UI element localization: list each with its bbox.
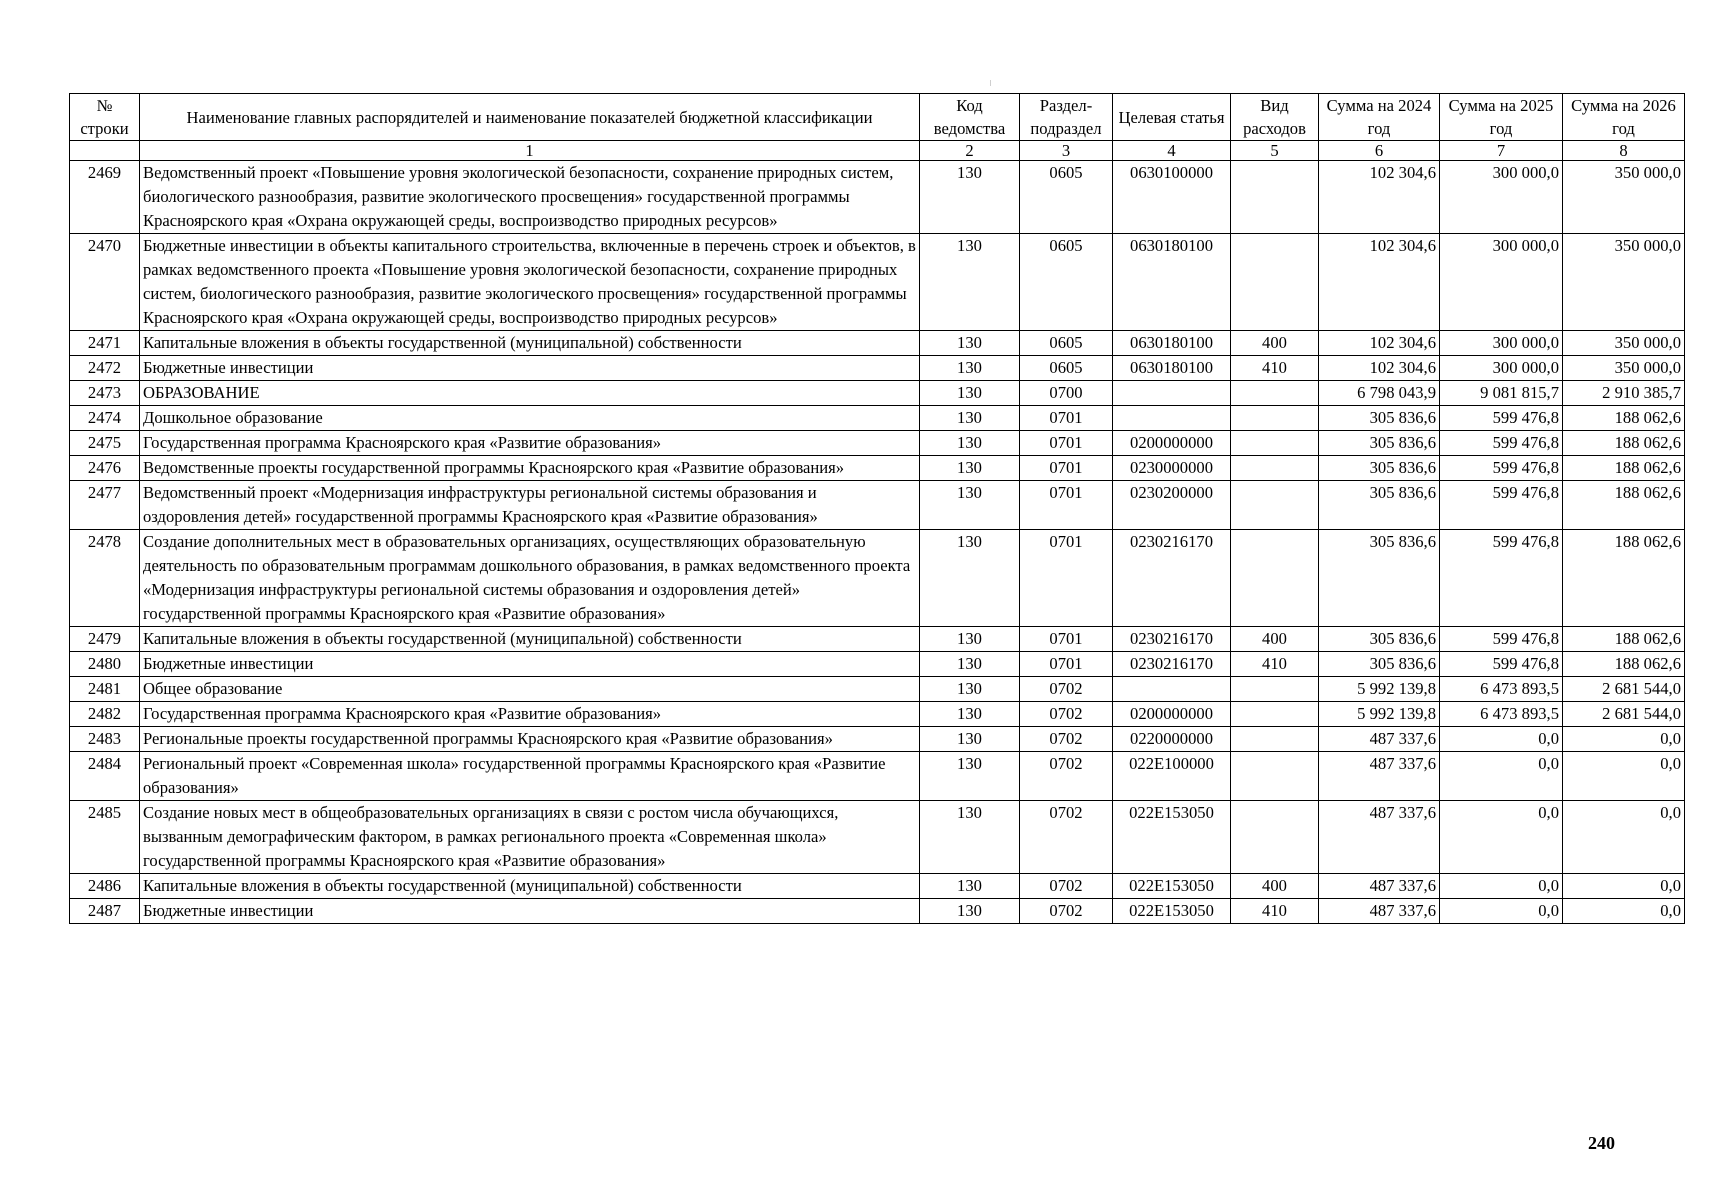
row-section: 0701 bbox=[1020, 481, 1113, 530]
row-expense-type: 400 bbox=[1231, 874, 1319, 899]
row-department-code: 130 bbox=[920, 727, 1020, 752]
row-department-code: 130 bbox=[920, 627, 1020, 652]
row-section: 0702 bbox=[1020, 677, 1113, 702]
table-row bbox=[70, 652, 1685, 677]
header-target-article: Целевая статья bbox=[1113, 94, 1231, 141]
row-sum-2024: 102 304,6 bbox=[1319, 234, 1440, 331]
row-name: Бюджетные инвестиции bbox=[140, 652, 920, 677]
column-number: 5 bbox=[1231, 141, 1319, 161]
header-row-number: № строки bbox=[70, 94, 140, 141]
row-section: 0701 bbox=[1020, 431, 1113, 456]
column-number: 3 bbox=[1020, 141, 1113, 161]
row-sum-2026: 0,0 bbox=[1563, 874, 1685, 899]
row-sum-2024: 487 337,6 bbox=[1319, 727, 1440, 752]
row-number: 2477 bbox=[70, 481, 140, 530]
table-row bbox=[70, 727, 1685, 752]
row-target-article: 022E153050 bbox=[1113, 801, 1231, 874]
row-sum-2024: 102 304,6 bbox=[1319, 161, 1440, 234]
row-expense-type bbox=[1231, 702, 1319, 727]
row-name: Государственная программа Красноярского края «Развитие образования» bbox=[140, 431, 920, 456]
table-row bbox=[70, 702, 1685, 727]
row-number: 2483 bbox=[70, 727, 140, 752]
row-number: 2474 bbox=[70, 406, 140, 431]
row-sum-2024: 305 836,6 bbox=[1319, 627, 1440, 652]
row-name: Дошкольное образование bbox=[140, 406, 920, 431]
row-expense-type bbox=[1231, 161, 1319, 234]
row-number: 2473 bbox=[70, 381, 140, 406]
row-sum-2026: 0,0 bbox=[1563, 727, 1685, 752]
table-row bbox=[70, 331, 1685, 356]
row-number: 2482 bbox=[70, 702, 140, 727]
row-section: 0702 bbox=[1020, 752, 1113, 801]
row-target-article: 0220000000 bbox=[1113, 727, 1231, 752]
row-section: 0702 bbox=[1020, 801, 1113, 874]
row-sum-2026: 350 000,0 bbox=[1563, 356, 1685, 381]
row-sum-2024: 305 836,6 bbox=[1319, 481, 1440, 530]
row-target-article: 0630180100 bbox=[1113, 234, 1231, 331]
row-expense-type bbox=[1231, 381, 1319, 406]
row-sum-2024: 305 836,6 bbox=[1319, 456, 1440, 481]
table-row bbox=[70, 899, 1685, 924]
row-target-article bbox=[1113, 381, 1231, 406]
row-target-article: 0630180100 bbox=[1113, 331, 1231, 356]
row-section: 0702 bbox=[1020, 874, 1113, 899]
column-number: 6 bbox=[1319, 141, 1440, 161]
row-name: Ведомственный проект «Повышение уровня экологической безопасности, сохранение природных систем, биологического разнообразия, развитие экологического просвещения» государственной программы Красноярского края «Охрана окружающей среды, воспроизводство природных ресурсов» bbox=[140, 161, 920, 234]
row-section: 0702 bbox=[1020, 899, 1113, 924]
row-number: 2470 bbox=[70, 234, 140, 331]
row-sum-2026: 350 000,0 bbox=[1563, 234, 1685, 331]
row-name: Общее образование bbox=[140, 677, 920, 702]
row-section: 0605 bbox=[1020, 161, 1113, 234]
row-sum-2026: 0,0 bbox=[1563, 801, 1685, 874]
row-number: 2481 bbox=[70, 677, 140, 702]
row-sum-2026: 188 062,6 bbox=[1563, 431, 1685, 456]
row-name: Региональные проекты государственной программы Красноярского края «Развитие образования» bbox=[140, 727, 920, 752]
row-section: 0605 bbox=[1020, 234, 1113, 331]
row-sum-2026: 188 062,6 bbox=[1563, 406, 1685, 431]
table-row bbox=[70, 161, 1685, 234]
row-department-code: 130 bbox=[920, 481, 1020, 530]
row-number: 2486 bbox=[70, 874, 140, 899]
row-sum-2025: 599 476,8 bbox=[1440, 481, 1563, 530]
row-department-code: 130 bbox=[920, 331, 1020, 356]
table-row bbox=[70, 234, 1685, 331]
table-row bbox=[70, 801, 1685, 874]
header-expense-type: Вид расходов bbox=[1231, 94, 1319, 141]
table-row bbox=[70, 530, 1685, 627]
row-section: 0702 bbox=[1020, 702, 1113, 727]
row-name: Капитальные вложения в объекты государственной (муниципальной) собственности bbox=[140, 331, 920, 356]
row-department-code: 130 bbox=[920, 234, 1020, 331]
row-sum-2025: 300 000,0 bbox=[1440, 356, 1563, 381]
row-name: Государственная программа Красноярского края «Развитие образования» bbox=[140, 702, 920, 727]
row-department-code: 130 bbox=[920, 677, 1020, 702]
row-number: 2478 bbox=[70, 530, 140, 627]
row-section: 0701 bbox=[1020, 530, 1113, 627]
row-number: 2484 bbox=[70, 752, 140, 801]
row-sum-2024: 305 836,6 bbox=[1319, 431, 1440, 456]
row-section: 0700 bbox=[1020, 381, 1113, 406]
row-target-article: 0230200000 bbox=[1113, 481, 1231, 530]
row-expense-type: 400 bbox=[1231, 627, 1319, 652]
row-name: Региональный проект «Современная школа» государственной программы Красноярского края «Развитие образования» bbox=[140, 752, 920, 801]
row-department-code: 130 bbox=[920, 381, 1020, 406]
row-target-article bbox=[1113, 406, 1231, 431]
row-department-code: 130 bbox=[920, 874, 1020, 899]
row-expense-type: 400 bbox=[1231, 331, 1319, 356]
table-row bbox=[70, 431, 1685, 456]
table-body bbox=[70, 161, 1685, 924]
column-number bbox=[70, 141, 140, 161]
row-sum-2026: 188 062,6 bbox=[1563, 456, 1685, 481]
row-sum-2024: 6 798 043,9 bbox=[1319, 381, 1440, 406]
row-sum-2026: 2 910 385,7 bbox=[1563, 381, 1685, 406]
row-sum-2025: 0,0 bbox=[1440, 874, 1563, 899]
row-sum-2025: 300 000,0 bbox=[1440, 331, 1563, 356]
row-expense-type: 410 bbox=[1231, 356, 1319, 381]
row-sum-2025: 6 473 893,5 bbox=[1440, 702, 1563, 727]
row-section: 0701 bbox=[1020, 406, 1113, 431]
row-sum-2026: 188 062,6 bbox=[1563, 652, 1685, 677]
row-sum-2024: 305 836,6 bbox=[1319, 530, 1440, 627]
row-sum-2026: 188 062,6 bbox=[1563, 530, 1685, 627]
row-number: 2480 bbox=[70, 652, 140, 677]
row-sum-2024: 5 992 139,8 bbox=[1319, 677, 1440, 702]
row-expense-type bbox=[1231, 530, 1319, 627]
row-sum-2024: 5 992 139,8 bbox=[1319, 702, 1440, 727]
row-name: Капитальные вложения в объекты государственной (муниципальной) собственности bbox=[140, 874, 920, 899]
row-name: Создание дополнительных мест в образовательных организациях, осуществляющих образовательную деятельность по образовательным программам дошкольного образования, в рамках ведомственного проекта «Модернизация инфраструктуры региональной системы образования и оздоровления детей» государственной программы Красноярского края «Развитие образования» bbox=[140, 530, 920, 627]
row-name: Ведомственные проекты государственной программы Красноярского края «Развитие образования» bbox=[140, 456, 920, 481]
row-department-code: 130 bbox=[920, 702, 1020, 727]
row-sum-2025: 0,0 bbox=[1440, 727, 1563, 752]
row-sum-2025: 599 476,8 bbox=[1440, 652, 1563, 677]
row-name: Создание новых мест в общеобразовательных организациях в связи с ростом числа обучающихся, вызванным демографическим фактором, в рамках регионального проекта «Современная школа» государственной программы Красноярского края «Развитие образования» bbox=[140, 801, 920, 874]
row-expense-type bbox=[1231, 677, 1319, 702]
row-sum-2024: 487 337,6 bbox=[1319, 874, 1440, 899]
row-sum-2024: 487 337,6 bbox=[1319, 899, 1440, 924]
row-sum-2026: 0,0 bbox=[1563, 899, 1685, 924]
row-sum-2026: 0,0 bbox=[1563, 752, 1685, 801]
row-sum-2024: 487 337,6 bbox=[1319, 752, 1440, 801]
row-target-article: 0230000000 bbox=[1113, 456, 1231, 481]
row-sum-2026: 2 681 544,0 bbox=[1563, 702, 1685, 727]
row-expense-type: 410 bbox=[1231, 652, 1319, 677]
row-target-article: 0200000000 bbox=[1113, 702, 1231, 727]
row-sum-2026: 188 062,6 bbox=[1563, 627, 1685, 652]
column-number: 4 bbox=[1113, 141, 1231, 161]
row-sum-2024: 102 304,6 bbox=[1319, 356, 1440, 381]
table-row bbox=[70, 406, 1685, 431]
row-department-code: 130 bbox=[920, 161, 1020, 234]
row-number: 2479 bbox=[70, 627, 140, 652]
table-row bbox=[70, 627, 1685, 652]
page-number: 240 bbox=[1588, 1133, 1615, 1153]
row-sum-2025: 9 081 815,7 bbox=[1440, 381, 1563, 406]
row-sum-2024: 487 337,6 bbox=[1319, 801, 1440, 874]
row-sum-2025: 0,0 bbox=[1440, 899, 1563, 924]
row-sum-2025: 599 476,8 bbox=[1440, 406, 1563, 431]
row-name: ОБРАЗОВАНИЕ bbox=[140, 381, 920, 406]
row-expense-type bbox=[1231, 456, 1319, 481]
row-department-code: 130 bbox=[920, 652, 1020, 677]
table-row bbox=[70, 481, 1685, 530]
row-target-article: 0630100000 bbox=[1113, 161, 1231, 234]
row-name: Бюджетные инвестиции в объекты капитального строительства, включенные в перечень строек и объектов, в рамках ведомственного проекта «Повышение уровня экологической безопасности, сохранение природных систем, биологического разнообразия, развитие экологического просвещения» государственной программы Красноярского края «Охрана окружающей среды, воспроизводство природных ресурсов» bbox=[140, 234, 920, 331]
row-sum-2025: 0,0 bbox=[1440, 801, 1563, 874]
row-target-article: 0230216170 bbox=[1113, 627, 1231, 652]
row-target-article: 022E100000 bbox=[1113, 752, 1231, 801]
header-name: Наименование главных распорядителей и наименование показателей бюджетной классификации bbox=[140, 94, 920, 141]
header-section: Раздел-подраздел bbox=[1020, 94, 1113, 141]
row-sum-2025: 300 000,0 bbox=[1440, 161, 1563, 234]
row-expense-type: 410 bbox=[1231, 899, 1319, 924]
row-department-code: 130 bbox=[920, 456, 1020, 481]
row-sum-2025: 599 476,8 bbox=[1440, 530, 1563, 627]
row-expense-type bbox=[1231, 727, 1319, 752]
header-sum-2026: Сумма на 2026 год bbox=[1563, 94, 1685, 141]
table-row bbox=[70, 456, 1685, 481]
row-department-code: 130 bbox=[920, 752, 1020, 801]
row-number: 2485 bbox=[70, 801, 140, 874]
row-sum-2026: 188 062,6 bbox=[1563, 481, 1685, 530]
row-number: 2471 bbox=[70, 331, 140, 356]
row-section: 0701 bbox=[1020, 456, 1113, 481]
row-section: 0605 bbox=[1020, 331, 1113, 356]
row-name: Ведомственный проект «Модернизация инфраструктуры региональной системы образования и оздоровления детей» государственной программы Красноярского края «Развитие образования» bbox=[140, 481, 920, 530]
row-target-article: 0230216170 bbox=[1113, 652, 1231, 677]
row-number: 2475 bbox=[70, 431, 140, 456]
row-sum-2025: 599 476,8 bbox=[1440, 627, 1563, 652]
row-expense-type bbox=[1231, 481, 1319, 530]
row-department-code: 130 bbox=[920, 356, 1020, 381]
header-sum-2025: Сумма на 2025 год bbox=[1440, 94, 1563, 141]
row-department-code: 130 bbox=[920, 899, 1020, 924]
row-section: 0701 bbox=[1020, 627, 1113, 652]
row-expense-type bbox=[1231, 801, 1319, 874]
row-sum-2024: 102 304,6 bbox=[1319, 331, 1440, 356]
row-sum-2025: 6 473 893,5 bbox=[1440, 677, 1563, 702]
row-target-article bbox=[1113, 677, 1231, 702]
row-target-article: 022E153050 bbox=[1113, 874, 1231, 899]
header-department-code: Код ведомства bbox=[920, 94, 1020, 141]
row-sum-2026: 350 000,0 bbox=[1563, 161, 1685, 234]
row-target-article: 022E153050 bbox=[1113, 899, 1231, 924]
row-expense-type bbox=[1231, 234, 1319, 331]
header-sum-2024: Сумма на 2024 год bbox=[1319, 94, 1440, 141]
header-row bbox=[70, 94, 1685, 141]
scan-mark bbox=[990, 80, 991, 86]
row-number: 2472 bbox=[70, 356, 140, 381]
column-number: 1 bbox=[140, 141, 920, 161]
row-sum-2025: 599 476,8 bbox=[1440, 456, 1563, 481]
row-expense-type bbox=[1231, 752, 1319, 801]
row-sum-2026: 2 681 544,0 bbox=[1563, 677, 1685, 702]
row-number: 2487 bbox=[70, 899, 140, 924]
table-row bbox=[70, 381, 1685, 406]
row-name: Капитальные вложения в объекты государственной (муниципальной) собственности bbox=[140, 627, 920, 652]
row-department-code: 130 bbox=[920, 406, 1020, 431]
column-number: 8 bbox=[1563, 141, 1685, 161]
row-sum-2024: 305 836,6 bbox=[1319, 406, 1440, 431]
row-target-article: 0200000000 bbox=[1113, 431, 1231, 456]
row-sum-2026: 350 000,0 bbox=[1563, 331, 1685, 356]
row-department-code: 130 bbox=[920, 801, 1020, 874]
row-sum-2025: 300 000,0 bbox=[1440, 234, 1563, 331]
row-target-article: 0230216170 bbox=[1113, 530, 1231, 627]
row-expense-type bbox=[1231, 431, 1319, 456]
row-name: Бюджетные инвестиции bbox=[140, 899, 920, 924]
row-number: 2469 bbox=[70, 161, 140, 234]
budget-table bbox=[69, 93, 1685, 924]
row-target-article: 0630180100 bbox=[1113, 356, 1231, 381]
row-expense-type bbox=[1231, 406, 1319, 431]
row-sum-2024: 305 836,6 bbox=[1319, 652, 1440, 677]
row-section: 0701 bbox=[1020, 652, 1113, 677]
row-number: 2476 bbox=[70, 456, 140, 481]
column-number: 7 bbox=[1440, 141, 1563, 161]
column-number-row bbox=[70, 141, 1685, 161]
row-sum-2025: 599 476,8 bbox=[1440, 431, 1563, 456]
table-row bbox=[70, 874, 1685, 899]
table-row bbox=[70, 356, 1685, 381]
row-section: 0702 bbox=[1020, 727, 1113, 752]
row-department-code: 130 bbox=[920, 530, 1020, 627]
row-section: 0605 bbox=[1020, 356, 1113, 381]
row-sum-2025: 0,0 bbox=[1440, 752, 1563, 801]
row-department-code: 130 bbox=[920, 431, 1020, 456]
column-number: 2 bbox=[920, 141, 1020, 161]
table-row bbox=[70, 677, 1685, 702]
table-row bbox=[70, 752, 1685, 801]
row-name: Бюджетные инвестиции bbox=[140, 356, 920, 381]
